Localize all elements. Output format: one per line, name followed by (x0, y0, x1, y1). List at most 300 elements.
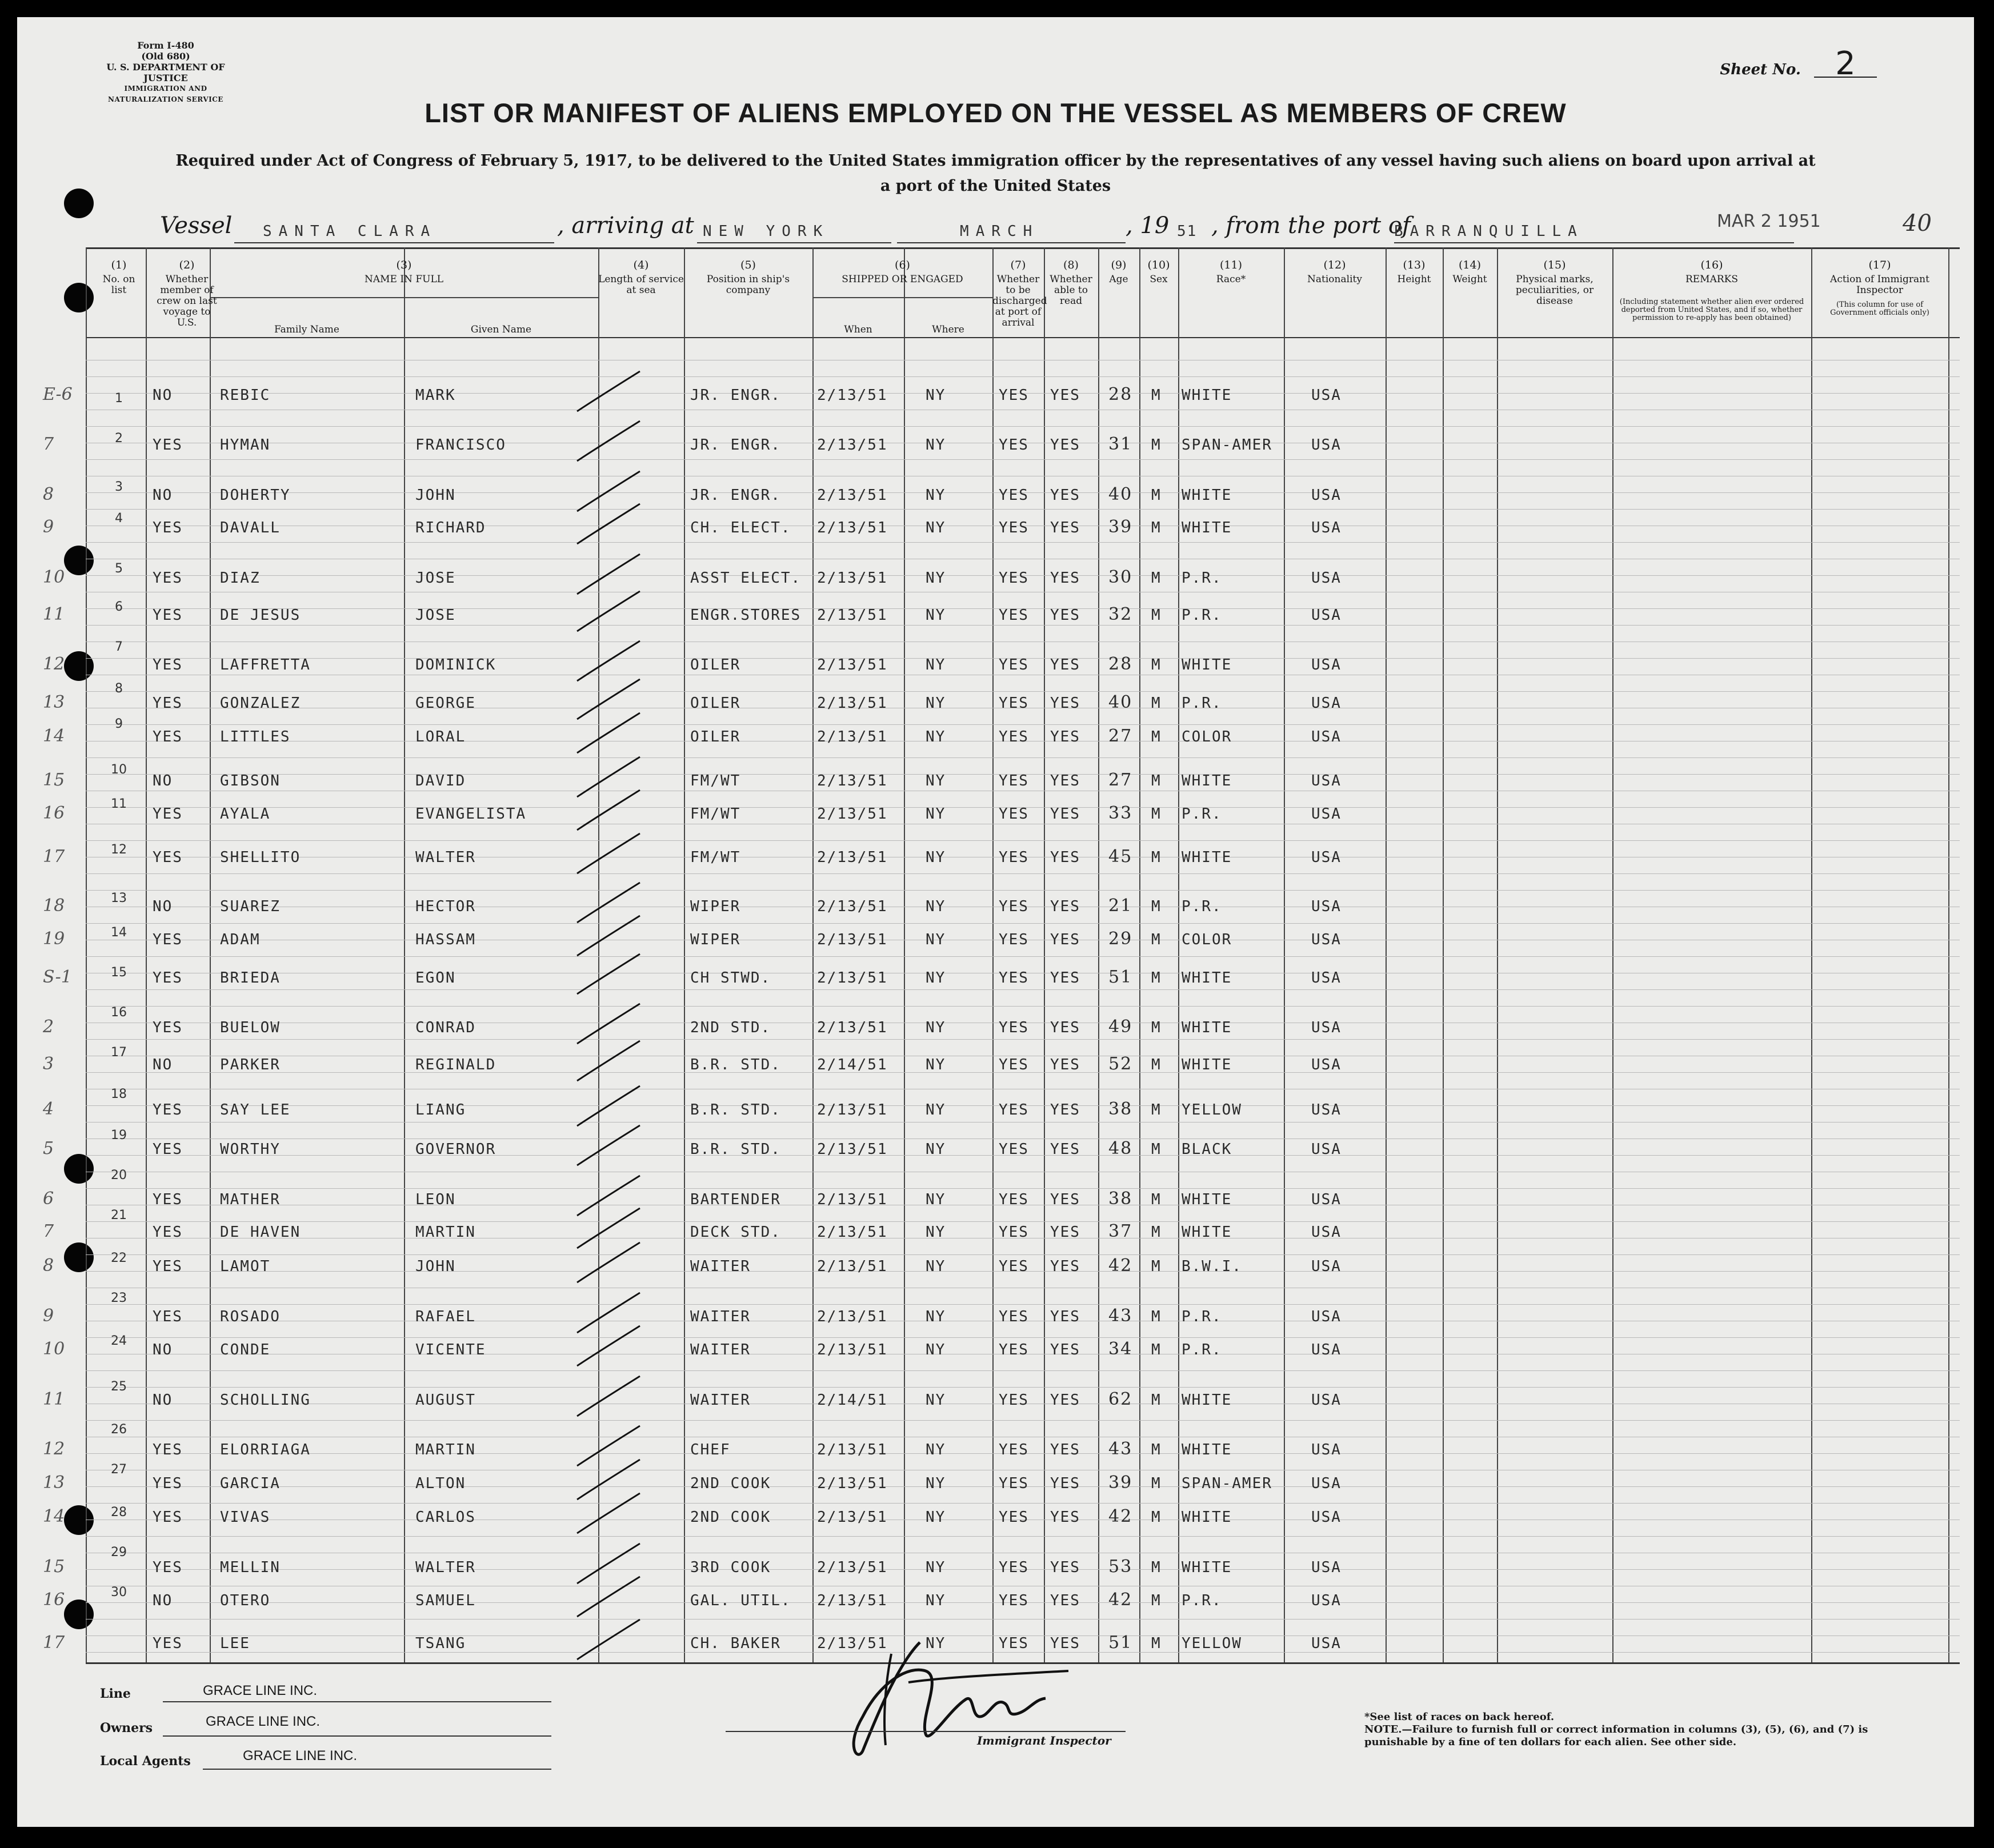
punch-hole (64, 1505, 94, 1535)
margin-number: E-6 (43, 384, 73, 404)
shipped-date-cell: 2/13/51 (817, 1341, 888, 1358)
ruled-line (86, 724, 1960, 725)
sheet-number-value: 2 (1814, 51, 1877, 78)
read-cell: YES (1050, 695, 1080, 712)
sex-cell: M (1151, 519, 1162, 536)
sex-cell: M (1151, 1191, 1162, 1208)
nationality-cell: USA (1311, 1441, 1342, 1458)
footnote-races: *See list of races on back hereof. (1364, 1711, 1555, 1723)
list-number: 28 (111, 1505, 127, 1520)
ruled-line (86, 923, 1960, 924)
shipped-place-cell: NY (926, 607, 946, 624)
col-header-race (1178, 260, 1284, 285)
age-cell: 38 (1108, 1189, 1133, 1209)
margin-number: S-1 (43, 967, 72, 987)
nationality-cell: USA (1311, 1592, 1342, 1609)
ruled-line (86, 459, 1960, 460)
shipped-date-cell: 2/13/51 (817, 1441, 888, 1458)
age-cell: 30 (1108, 567, 1133, 587)
service-checkmark (577, 1577, 640, 1617)
race-cell: P.R. (1182, 1308, 1222, 1325)
col-header-sex (1139, 260, 1178, 285)
service-checkmark (577, 916, 640, 956)
subheader-rule (812, 297, 992, 298)
race-cell: COLOR (1182, 931, 1232, 948)
ruled-line (86, 691, 1960, 692)
ruled-line (86, 890, 1960, 891)
given-name-cell: MARTIN (415, 1224, 476, 1241)
col-label-4: Length of service at sea (598, 274, 684, 296)
given-name-cell: DAVID (415, 772, 466, 789)
discharged-cell: YES (999, 436, 1029, 454)
given-name-cell: HASSAM (415, 931, 476, 948)
margin-number: 6 (43, 1189, 54, 1209)
discharged-cell: YES (999, 1191, 1029, 1208)
arrival-port: NEW YORK (703, 223, 830, 240)
date-stamp: MAR 2 1951 (1717, 211, 1821, 231)
age-cell: 42 (1108, 1506, 1133, 1526)
list-number: 2 (115, 431, 123, 446)
nationality-cell: USA (1311, 1392, 1342, 1409)
prev-voyage-cell: YES (153, 1635, 183, 1652)
prev-voyage-cell: YES (153, 1559, 183, 1576)
read-cell: YES (1050, 1258, 1080, 1275)
nationality-cell: USA (1311, 656, 1342, 674)
shipped-date-cell: 2/13/51 (817, 1101, 888, 1119)
col-label-1: No. on list (102, 274, 135, 296)
margin-number: 18 (43, 896, 65, 916)
shipped-place-cell: NY (926, 1509, 946, 1526)
prev-voyage-cell: NO (153, 1341, 173, 1358)
sheet-number (1720, 45, 1877, 82)
age-cell: 28 (1108, 654, 1133, 674)
shipped-place-cell: NY (926, 1341, 946, 1358)
arrival-month: MARCH (960, 223, 1039, 240)
department: U. S. DEPARTMENT OF JUSTICE (106, 62, 225, 83)
position-cell: OILER (690, 656, 741, 674)
col-header-no (102, 260, 136, 296)
prev-voyage-cell: YES (153, 1475, 183, 1492)
race-cell: P.R. (1182, 1341, 1222, 1358)
given-name-cell: REGINALD (415, 1056, 497, 1073)
age-cell: 40 (1108, 692, 1133, 712)
sex-cell: M (1151, 1019, 1162, 1036)
shipped-date-cell: 2/13/51 (817, 898, 888, 915)
position-cell: WAITER (690, 1341, 751, 1358)
read-cell: YES (1050, 898, 1080, 915)
margin-number: 7 (43, 1221, 54, 1241)
list-number: 6 (115, 600, 123, 614)
page-title: LIST OR MANIFEST OF ALIENS EMPLOYED ON THE VESSEL AS MEMBERS OF CREW (425, 98, 1567, 128)
ruled-line (86, 509, 1960, 510)
ruled-line (86, 757, 1960, 758)
read-cell: YES (1050, 1191, 1080, 1208)
family-name-cell: ROSADO (220, 1308, 281, 1325)
shipped-place-cell: NY (926, 1141, 946, 1158)
read-cell: YES (1050, 436, 1080, 454)
given-name-cell: RICHARD (415, 519, 486, 536)
footer-agents (100, 1748, 358, 1769)
col-header-age (1098, 260, 1139, 285)
margin-number: 17 (43, 1633, 65, 1653)
read-cell: YES (1050, 487, 1080, 504)
departure-port: BARRANQUILLA (1394, 223, 1584, 240)
margin-number: 10 (43, 567, 65, 587)
year-label: , 19 (1126, 213, 1170, 239)
discharged-cell: YES (999, 1019, 1029, 1036)
given-name-cell: CONRAD (415, 1019, 476, 1036)
arrival-year: 51 (1177, 223, 1198, 240)
shipped-date-cell: 2/13/51 (817, 1191, 888, 1208)
list-number: 16 (111, 1005, 127, 1020)
given-name-cell: AUGUST (415, 1392, 476, 1409)
shipped-date-cell: 2/13/51 (817, 1509, 888, 1526)
form-number: Form I-480 (137, 40, 194, 51)
list-number: 12 (111, 843, 127, 857)
read-cell: YES (1050, 931, 1080, 948)
nationality-cell: USA (1311, 607, 1342, 624)
given-name-cell: JOSE (415, 607, 456, 624)
age-cell: 48 (1108, 1139, 1133, 1158)
read-cell: YES (1050, 1224, 1080, 1241)
position-cell: JR. ENGR. (690, 487, 781, 504)
shipped-place-cell: NY (926, 519, 946, 536)
service-checkmark (577, 954, 640, 994)
ruled-line (86, 989, 1960, 990)
race-cell: YELLOW (1182, 1635, 1242, 1652)
margin-number: 14 (43, 726, 65, 746)
shipped-date-cell: 2/13/51 (817, 849, 888, 866)
service-checkmark (577, 1293, 640, 1333)
shipped-date-cell: 2/13/51 (817, 1141, 888, 1158)
nationality-cell: USA (1311, 570, 1342, 587)
nationality-cell: USA (1311, 1056, 1342, 1073)
discharged-cell: YES (999, 519, 1029, 536)
list-number: 29 (111, 1545, 127, 1560)
ruled-line (86, 1387, 1960, 1388)
shipped-date-cell: 2/13/51 (817, 1224, 888, 1241)
nationality-cell: USA (1311, 1308, 1342, 1325)
margin-number: 11 (43, 1389, 65, 1409)
discharged-cell: YES (999, 1341, 1029, 1358)
table-top-rule (86, 247, 1960, 249)
ruled-line (86, 1337, 1960, 1338)
sex-cell: M (1151, 387, 1162, 404)
margin-number: 12 (43, 654, 65, 674)
age-cell: 42 (1108, 1590, 1133, 1610)
page-subtitle: Required under Act of Congress of February 5, 1917, to be delivered to the United States immigration officer by the representatives of any vessel having such aliens on board upon arrival at a port of the United States (175, 152, 1816, 195)
list-number: 9 (115, 717, 123, 731)
col-label-7: Whether to be discharged at port of arrival (992, 274, 1047, 328)
shipped-place-cell: NY (926, 898, 946, 915)
col-num-8: (8) (1063, 259, 1079, 271)
discharged-cell: YES (999, 898, 1029, 915)
position-cell: 3RD COOK (690, 1559, 771, 1576)
nationality-cell: USA (1311, 772, 1342, 789)
shipped-date-cell: 2/13/51 (817, 772, 888, 789)
sex-cell: M (1151, 1341, 1162, 1358)
col-num-1: (1) (111, 259, 127, 271)
ruled-line (86, 1503, 1960, 1504)
read-cell: YES (1050, 519, 1080, 536)
col-num-10: (10) (1147, 259, 1170, 271)
read-cell: YES (1050, 656, 1080, 674)
given-name-cell: MARK (415, 387, 456, 404)
family-name-cell: DAVALL (220, 519, 281, 536)
col-num-15: (15) (1543, 259, 1566, 271)
position-cell: BARTENDER (690, 1191, 781, 1208)
nationality-cell: USA (1311, 1559, 1342, 1576)
family-name-cell: MELLIN (220, 1559, 281, 1576)
service-checkmark (577, 1544, 640, 1584)
service-checkmark (577, 883, 640, 923)
shipped-place-cell: NY (926, 487, 946, 504)
prev-voyage-cell: YES (153, 805, 183, 823)
prev-voyage-cell: YES (153, 728, 183, 745)
col-label-14: Weight (1452, 274, 1487, 285)
given-name-cell: JOSE (415, 570, 456, 587)
sex-cell: M (1151, 728, 1162, 745)
sex-cell: M (1151, 1475, 1162, 1492)
given-name-cell: GEORGE (415, 695, 476, 712)
nationality-cell: USA (1311, 1635, 1342, 1652)
age-cell: 31 (1108, 434, 1133, 454)
sex-cell: M (1151, 1559, 1162, 1576)
sex-cell: M (1151, 1101, 1162, 1119)
discharged-cell: YES (999, 1635, 1029, 1652)
agents-label: Local Agents (100, 1754, 191, 1769)
age-cell: 28 (1108, 384, 1133, 404)
list-number: 18 (111, 1087, 127, 1101)
shipped-place-cell: NY (926, 1056, 946, 1073)
list-number: 8 (115, 682, 123, 696)
col-num-3: (3) (396, 259, 412, 271)
margin-number: 16 (43, 1590, 65, 1610)
nationality-cell: USA (1311, 1258, 1342, 1275)
shipped-place-cell: NY (926, 695, 946, 712)
shipped-date-cell: 2/14/51 (817, 1056, 888, 1073)
service-checkmark (577, 554, 640, 594)
inspector-label: Immigrant Inspector (977, 1734, 1111, 1747)
shipped-date-cell: 2/13/51 (817, 1308, 888, 1325)
ruled-line (86, 1254, 1960, 1255)
age-cell: 51 (1108, 1633, 1133, 1653)
sex-cell: M (1151, 570, 1162, 587)
prev-voyage-cell: YES (153, 519, 183, 536)
family-name-cell: VIVAS (220, 1509, 271, 1526)
given-name-cell: HECTOR (415, 898, 476, 915)
shipped-place-cell: NY (926, 656, 946, 674)
age-cell: 43 (1108, 1439, 1133, 1459)
nationality-cell: USA (1311, 1141, 1342, 1158)
col-label-6: SHIPPED OR ENGAGED (842, 274, 963, 285)
read-cell: YES (1050, 805, 1080, 823)
from-underline (1394, 242, 1794, 243)
col-num-5: (5) (740, 259, 756, 271)
discharged-cell: YES (999, 931, 1029, 948)
prev-voyage-cell: YES (153, 656, 183, 674)
family-name-cell: LAMOT (220, 1258, 271, 1275)
col-header-physical (1497, 260, 1612, 307)
discharged-cell: YES (999, 487, 1029, 504)
sex-cell: M (1151, 487, 1162, 504)
nationality-cell: USA (1311, 728, 1342, 745)
vessel-underline (234, 242, 554, 243)
col-header-height (1386, 260, 1443, 285)
position-cell: CH STWD. (690, 969, 771, 987)
read-cell: YES (1050, 1056, 1080, 1073)
margin-number: 8 (43, 484, 54, 504)
list-number: 14 (111, 925, 127, 940)
shipped-date-cell: 2/13/51 (817, 656, 888, 674)
age-cell: 34 (1108, 1339, 1133, 1359)
race-cell: WHITE (1182, 656, 1232, 674)
read-cell: YES (1050, 772, 1080, 789)
nationality-cell: USA (1311, 931, 1342, 948)
line-value: GRACE LINE INC. (203, 1683, 318, 1698)
service-checkmark (577, 1326, 640, 1366)
col-num-9: (9) (1111, 259, 1127, 271)
shipped-place-cell: NY (926, 728, 946, 745)
age-cell: 45 (1108, 847, 1133, 867)
col-num-7: (7) (1010, 259, 1026, 271)
margin-number: 16 (43, 803, 65, 823)
service-checkmark (577, 1426, 640, 1466)
service-checkmark (577, 1004, 640, 1044)
shipped-date-cell: 2/13/51 (817, 931, 888, 948)
prev-voyage-cell: YES (153, 570, 183, 587)
read-cell: YES (1050, 1559, 1080, 1576)
shipped-place-cell: NY (926, 1635, 946, 1652)
owners-label: Owners (100, 1721, 153, 1735)
service-checkmark (577, 504, 640, 544)
list-number: 13 (111, 891, 127, 905)
prev-voyage-cell: YES (153, 436, 183, 454)
ruled-line (86, 1536, 1960, 1537)
nationality-cell: USA (1311, 805, 1342, 823)
sex-cell: M (1151, 1635, 1162, 1652)
sex-cell: M (1151, 772, 1162, 789)
nationality-cell: USA (1311, 898, 1342, 915)
position-cell: CH. ELECT. (690, 519, 791, 536)
col-num-14: (14) (1458, 259, 1481, 271)
margin-number: 14 (43, 1506, 65, 1526)
shipped-date-cell: 2/13/51 (817, 695, 888, 712)
age-cell: 27 (1108, 726, 1133, 746)
margin-number: 4 (43, 1099, 54, 1119)
margin-number: 12 (43, 1439, 65, 1459)
manifest-sheet (17, 17, 1974, 1827)
race-cell: P.R. (1182, 1592, 1222, 1609)
shipped-date-cell: 2/13/51 (817, 387, 888, 404)
nationality-cell: USA (1311, 387, 1342, 404)
given-name-cell: DOMINICK (415, 656, 497, 674)
race-cell: P.R. (1182, 570, 1222, 587)
col-num-11: (11) (1219, 259, 1242, 271)
col-header-remarks (1612, 260, 1811, 285)
discharged-cell: YES (999, 849, 1029, 866)
col-label-5: Position in ship's company (706, 274, 790, 296)
race-cell: WHITE (1182, 1019, 1232, 1036)
margin-number: 8 (43, 1256, 54, 1276)
sex-cell: M (1151, 931, 1162, 948)
col-label-9: Age (1109, 274, 1128, 285)
col-label-10: Sex (1150, 274, 1168, 285)
family-name-cell: GIBSON (220, 772, 281, 789)
sex-cell: M (1151, 1258, 1162, 1275)
shipped-place-cell: NY (926, 1308, 946, 1325)
service-checkmark (577, 1460, 640, 1500)
list-number: 26 (111, 1422, 127, 1437)
list-number: 7 (115, 640, 123, 654)
age-cell: 53 (1108, 1557, 1133, 1577)
shipped-place-cell: NY (926, 1441, 946, 1458)
position-cell: DECK STD. (690, 1224, 781, 1241)
agents-value: GRACE LINE INC. (243, 1748, 358, 1763)
list-number: 21 (111, 1208, 127, 1222)
race-cell: WHITE (1182, 519, 1232, 536)
vessel-label: Vessel (160, 213, 233, 239)
family-name-cell: DE JESUS (220, 607, 301, 624)
sex-cell: M (1151, 1308, 1162, 1325)
age-cell: 29 (1108, 929, 1133, 949)
prev-voyage-cell: NO (153, 772, 173, 789)
family-name-cell: OTERO (220, 1592, 271, 1609)
position-cell: FM/WT (690, 849, 741, 866)
col-header-action-note: (This column for use of Government officials only) (1830, 300, 1929, 317)
shipped-date-cell: 2/13/51 (817, 1635, 888, 1652)
col-label-11: Race* (1216, 274, 1246, 285)
family-name-cell: BRIEDA (220, 969, 281, 987)
prev-voyage-cell: YES (153, 1509, 183, 1526)
family-name-cell: LEE (220, 1635, 250, 1652)
read-cell: YES (1050, 1341, 1080, 1358)
discharged-cell: YES (999, 607, 1029, 624)
punch-hole (64, 283, 94, 312)
list-number: 22 (111, 1251, 127, 1265)
list-number: 5 (115, 562, 123, 576)
nationality-cell: USA (1311, 1341, 1342, 1358)
position-cell: JR. ENGR. (690, 436, 781, 454)
prev-voyage-cell: NO (153, 1056, 173, 1073)
shipped-place-cell: NY (926, 1392, 946, 1409)
ruled-line (86, 1304, 1960, 1305)
list-number: 25 (111, 1380, 127, 1394)
list-number: 20 (111, 1168, 127, 1182)
margin-number: 13 (43, 1473, 65, 1493)
shipped-place-cell: NY (926, 969, 946, 987)
position-cell: ASST ELECT. (690, 570, 802, 587)
ruled-line (86, 956, 1960, 957)
age-cell: 62 (1108, 1389, 1133, 1409)
sex-cell: M (1151, 1509, 1162, 1526)
col-header-position (684, 260, 812, 296)
discharged-cell: YES (999, 728, 1029, 745)
col-label-17: Action of Immigrant Inspector (1830, 274, 1929, 296)
voyage-line (17, 210, 1974, 244)
read-cell: YES (1050, 849, 1080, 866)
family-name-cell: DOHERTY (220, 487, 291, 504)
col-label-2: Whether member of crew on last voyage to U.S. (157, 274, 217, 328)
margin-number: 13 (43, 692, 65, 712)
given-name-cell: JOHN (415, 1258, 456, 1275)
col-header-given: Given Name (470, 324, 532, 335)
family-name-cell: SCHOLLING (220, 1392, 311, 1409)
shipped-place-cell: NY (926, 931, 946, 948)
sex-cell: M (1151, 656, 1162, 674)
shipped-date-cell: 2/13/51 (817, 1475, 888, 1492)
prev-voyage-cell: YES (153, 849, 183, 866)
